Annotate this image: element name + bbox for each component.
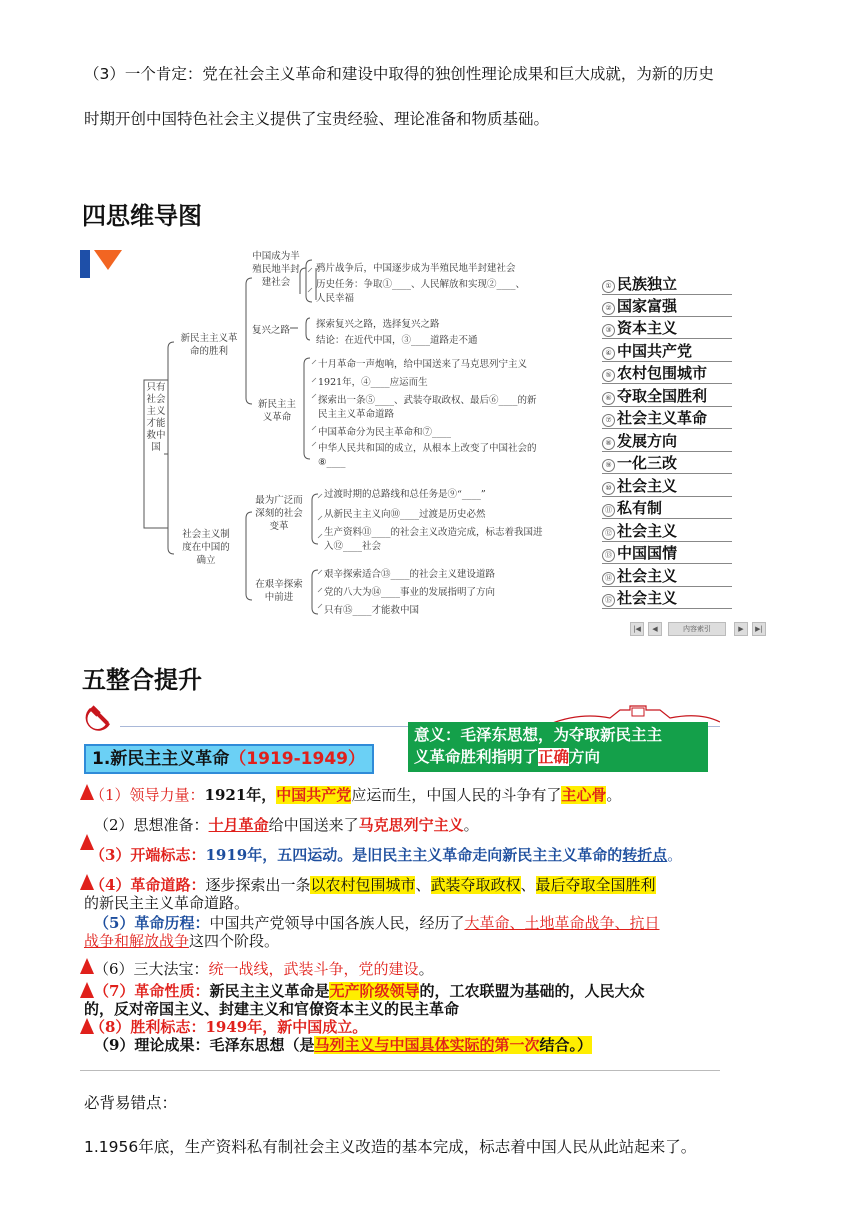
mindmap-branch-1: 新民主主义革命的胜利 — [180, 333, 238, 357]
mindmap-sub-b: 复兴之路 — [252, 325, 291, 336]
answer-number: ② — [602, 302, 615, 315]
mindmap-item: 十月革命一声炮响，给中国送来了马克思列宁主义 — [318, 359, 528, 370]
mindmap-sub-e: 在艰辛探索中前进 — [255, 579, 303, 603]
answer-number: ⑩ — [602, 482, 615, 495]
label: （8）胜利标志： — [90, 1018, 206, 1036]
answer-text: 资本主义 — [617, 319, 678, 337]
answer-text: 国家富强 — [617, 297, 678, 315]
mindmap-item: 中国革命分为民主革命和⑦____ — [318, 427, 452, 438]
text: 。 — [667, 846, 683, 864]
answer-item — [602, 339, 732, 362]
answer-number: ⑦ — [602, 414, 615, 427]
notes-item-1: 1.1956年底，生产资料私有制社会主义改造的基本完成，标志着中国人民从此站起来了。 — [84, 1138, 697, 1156]
text: 中国共产党领导中国各族人民，经历了 — [209, 914, 465, 932]
mindmap-item: 从新民主主义向⑩____过渡是历史必然 — [324, 509, 486, 520]
text: 主心骨 — [561, 786, 607, 804]
text: 。是旧民主主义革命走向新民主主义革命的 — [337, 846, 623, 864]
text: 统一战线，武装斗争，党的建设 — [208, 960, 419, 978]
answer-item — [602, 316, 732, 339]
mindmap-item: 结论：在近代中国，③____道路走不通 — [316, 335, 478, 346]
answer-text: 中国国情 — [617, 544, 678, 562]
answer-text: 一化三改 — [617, 454, 678, 472]
mindmap-item: ⑧____ — [318, 457, 346, 468]
label: （9）理论成果： — [94, 1036, 210, 1054]
mindmap-sub-d: 最为广泛而深刻的社会变革 — [255, 495, 303, 532]
answer-text: 夺取全国胜利 — [617, 387, 708, 405]
text: 中国共产党 — [276, 786, 352, 804]
answer-number: ⑨ — [602, 459, 615, 472]
summary-line-3 — [90, 846, 682, 864]
flag-icon — [80, 982, 94, 998]
mindmap-branch-2: 社会主义制度在中国的确立 — [182, 529, 230, 566]
first-page-button[interactable]: |◀ — [630, 622, 644, 636]
mindmap-item: 只有⑮____才能救中国 — [324, 605, 420, 616]
mindmap-root: 只有社会主义才能救中国 — [146, 382, 166, 453]
answer-text: 私有制 — [617, 499, 663, 517]
mindmap-item: 入⑫____社会 — [324, 541, 382, 552]
divider — [80, 1070, 720, 1071]
hammer-sickle-icon — [82, 702, 116, 736]
answer-number: ④ — [602, 347, 615, 360]
section-5-title: 五整合提升 — [82, 666, 202, 694]
text: 大革命、土地革命战争、抗日 — [464, 914, 660, 932]
mindmap-item: 艰辛探索适合⑬____的社会主义建设道路 — [324, 569, 496, 580]
text: 、 — [415, 876, 431, 894]
text: 武装夺取政权 — [430, 876, 521, 894]
content-index-button[interactable]: 内容索引 — [668, 622, 726, 636]
answer-text: 农村包围城市 — [617, 364, 708, 382]
answer-item — [602, 564, 732, 587]
answer-text: 社会主义 — [617, 589, 678, 607]
summary-line-2 — [94, 816, 479, 834]
answer-text: 社会主义革命 — [617, 409, 708, 427]
text: 第一次 — [494, 1036, 540, 1054]
answer-text: 社会主义 — [617, 567, 678, 585]
intro-line-1: （3）一个肯定：党在社会主义革命和建设中取得的独创性理论成果和巨大成就，为新的历史 — [84, 65, 714, 83]
answer-number: ⑧ — [602, 437, 615, 450]
text: 。 — [352, 1018, 368, 1036]
answer-item — [602, 474, 732, 497]
mindmap-item: 人民幸福 — [316, 293, 355, 304]
text: 逐步探索出一条 — [205, 876, 311, 894]
text: 应运而生，中国人民的斗争有了 — [351, 786, 562, 804]
mindmap-item: 过渡时期的总路线和总任务是⑨“____” — [324, 489, 486, 500]
text: 的，工农联盟为基础的，人民大众 — [419, 982, 645, 1000]
meaning-text-4: 方向 — [569, 748, 601, 766]
answer-item — [602, 496, 732, 519]
summary-line-5 — [94, 914, 659, 932]
last-page-button[interactable]: ▶| — [752, 622, 766, 636]
text: 马列主义与中国具体实际的 — [314, 1036, 495, 1054]
answer-number: ⑬ — [602, 549, 615, 562]
mindmap-item: 探索出一条⑤____、武装夺取政权、最后⑥____的新 — [318, 395, 537, 406]
label: （4）革命道路： — [90, 876, 206, 894]
mindmap-item: 鸦片战争后，中国逐步成为半殖民地半封建社会 — [316, 263, 516, 274]
text: 给中国送来了 — [268, 816, 359, 834]
answer-item — [602, 429, 732, 452]
answer-number: ⑥ — [602, 392, 615, 405]
flag-icon — [80, 958, 94, 974]
answer-text: 社会主义 — [617, 522, 678, 540]
answer-item — [602, 272, 732, 295]
text: 这四个阶段。 — [189, 932, 280, 950]
meaning-text-correct: 正确 — [538, 748, 570, 766]
summary-line-4 — [90, 876, 656, 894]
label: （7）革命性质： — [94, 982, 210, 1000]
text: 、 — [520, 876, 536, 894]
answer-text: 社会主义 — [617, 477, 678, 495]
summary-line-4b: 的新民主主义革命道路。 — [84, 894, 250, 912]
answer-number: ⑫ — [602, 527, 615, 540]
text: 。 — [606, 786, 622, 804]
answer-item — [602, 519, 732, 542]
summary-line-1 — [90, 786, 621, 804]
label: （1）领导力量： — [90, 786, 205, 804]
content-index-nav — [630, 622, 770, 636]
mindmap-sub-a: 中国成为半殖民地半封建社会 — [252, 251, 300, 288]
text: 。 — [463, 816, 479, 834]
answer-item — [602, 384, 732, 407]
text: 1949年，新中国成立 — [205, 1018, 353, 1036]
text: 结合。） — [539, 1036, 593, 1054]
summary-title-years: （1919-1949） — [229, 749, 365, 769]
summary-line-7 — [94, 982, 645, 1000]
mindmap-item: 1921年，④____应运而生 — [318, 377, 428, 388]
summary-line-6 — [94, 960, 434, 978]
answer-number: ⑪ — [602, 504, 615, 517]
mindmap-item: 历史任务：争取①____、人民解放和实现②____、 — [316, 279, 526, 290]
meaning-text-1: 意义：毛泽东思想，为夺取新民主主 — [414, 726, 663, 744]
summary-line-9 — [94, 1036, 592, 1054]
text: 以农村包围城市 — [310, 876, 416, 894]
answer-number: ③ — [602, 324, 615, 337]
text: 转折点 — [622, 846, 668, 864]
summary-title — [84, 744, 374, 774]
text: 。 — [418, 960, 434, 978]
mindmap-item: 民主主义革命道路 — [318, 409, 395, 420]
mindmap-item: 探索复兴之路，选择复兴之路 — [316, 319, 440, 330]
meaning-box — [408, 722, 708, 772]
answer-number: ⑮ — [602, 594, 615, 607]
answer-item — [602, 541, 732, 564]
answer-item — [602, 361, 732, 384]
text: 1921年， — [204, 786, 277, 804]
answer-number: ① — [602, 280, 615, 293]
mindmap-item: 生产资料⑪____的社会主义改造完成，标志着我国进 — [324, 527, 543, 538]
prev-page-button[interactable]: ◀ — [648, 622, 662, 636]
summary-line-7b: 的，反对帝国主义、封建主义和官僚资本主义的民主革命 — [84, 1000, 460, 1018]
label: （3）开端标志： — [90, 846, 206, 864]
next-page-button[interactable]: ▶ — [734, 622, 748, 636]
answer-number: ⑤ — [602, 369, 615, 382]
summary-line-5b — [84, 932, 279, 950]
text: 最后夺取全国胜利 — [535, 876, 656, 894]
label: （2）思想准备： — [94, 816, 209, 834]
answer-text: 中国共产党 — [617, 342, 693, 360]
answer-item — [602, 586, 732, 609]
text: 毛泽东思想（是 — [209, 1036, 315, 1054]
answer-item — [602, 451, 732, 474]
label: （5）革命历程： — [94, 914, 210, 932]
text: 1919年，五四运动 — [205, 846, 338, 864]
summary-title-text: 1.新民主主义革命 — [92, 749, 230, 769]
mindmap-sub-c: 新民主主义革命 — [257, 399, 296, 423]
summary-line-8 — [90, 1018, 367, 1036]
mindmap-item: 党的八大为⑭____事业的发展指明了方向 — [324, 587, 496, 598]
answer-item — [602, 294, 732, 317]
answer-text: 发展方向 — [617, 432, 678, 450]
section-4-title: 四思维导图 — [82, 202, 202, 230]
notes-title: 必背易错点： — [84, 1094, 178, 1112]
label: （6）三大法宝： — [94, 960, 209, 978]
text: 马克思列宁主义 — [358, 816, 464, 834]
meaning-text-2: 义革命胜利指明了 — [414, 748, 539, 766]
text: 十月革命 — [208, 816, 269, 834]
text: 新民主主义革命是 — [209, 982, 330, 1000]
answer-item — [602, 406, 732, 429]
answer-number: ⑭ — [602, 572, 615, 585]
mindmap-item: 中华人民共和国的成立，从根本上改变了中国社会的 — [318, 443, 537, 454]
summary-slide — [80, 700, 720, 1072]
text: 战争和解放战争 — [84, 932, 190, 950]
answer-text: 民族独立 — [617, 275, 678, 293]
text: 无产阶级领导 — [329, 982, 420, 1000]
intro-line-2: 时期开创中国特色社会主义提供了宝贵经验、理论准备和物质基础。 — [84, 110, 550, 128]
